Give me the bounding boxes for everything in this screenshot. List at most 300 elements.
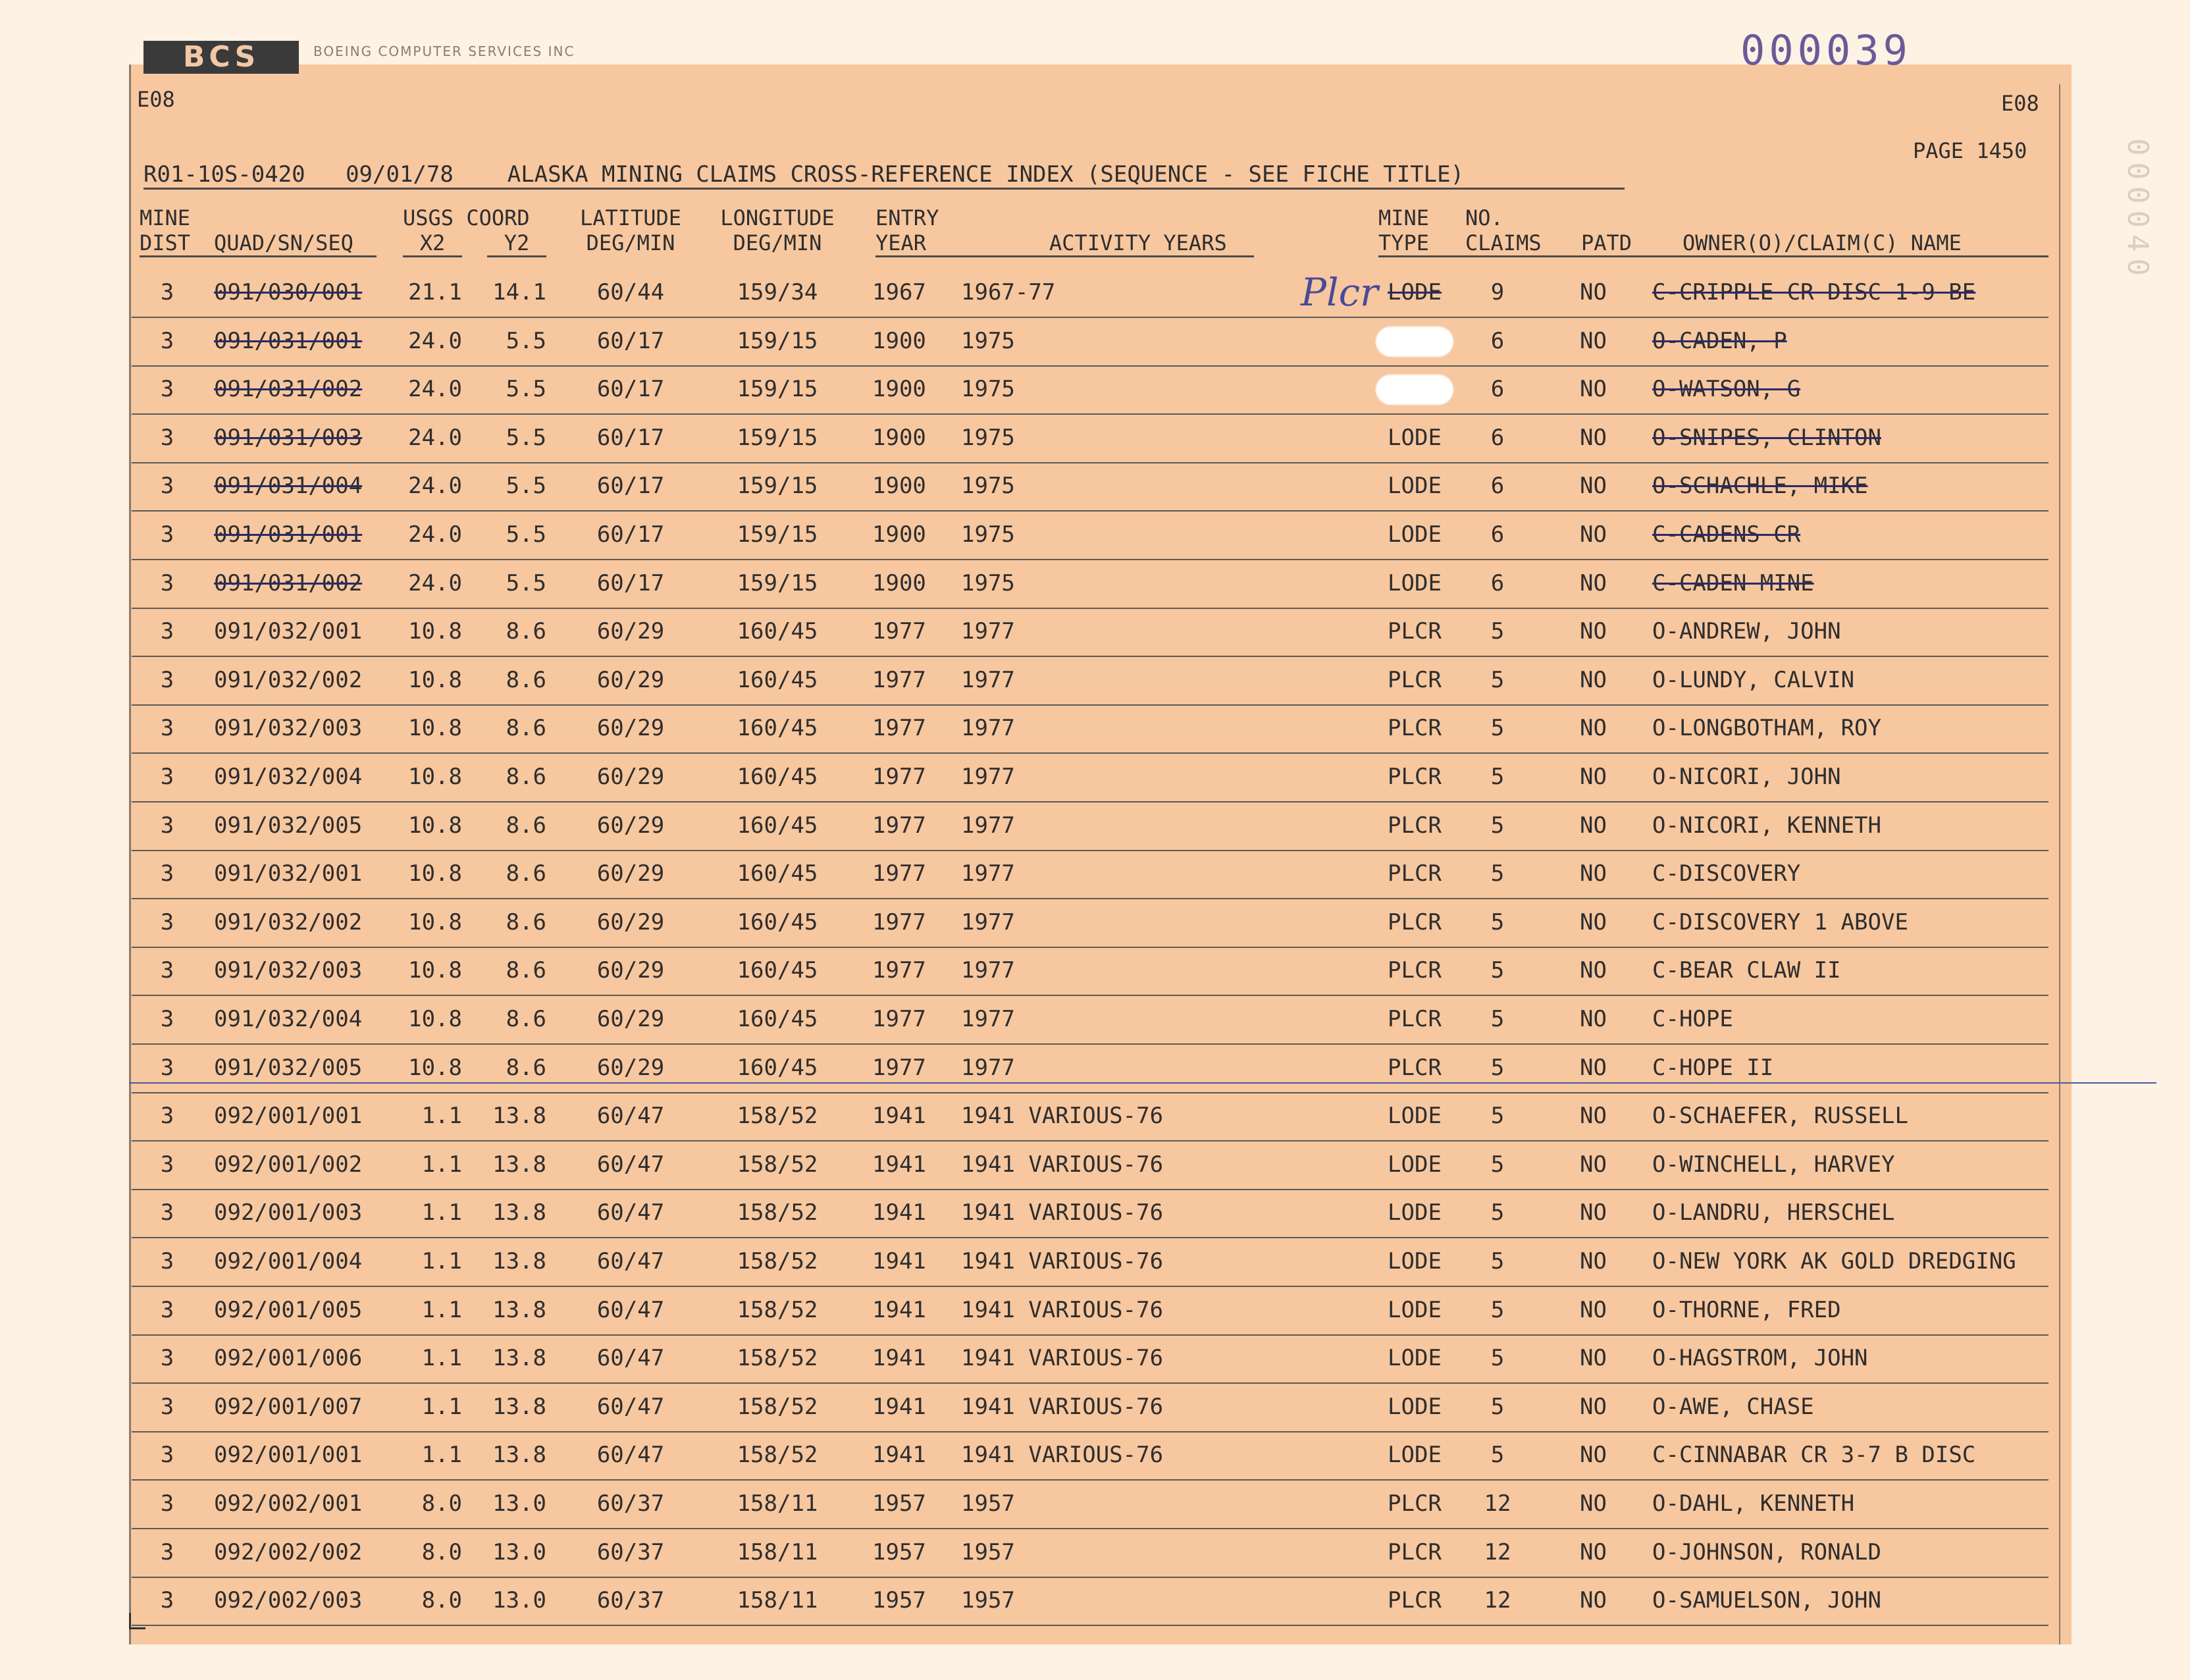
cell-dist: 3 <box>160 424 174 451</box>
cell-y: 13.0 <box>492 1490 546 1517</box>
cell-y: 13.8 <box>492 1151 546 1178</box>
cell-claims: 6 <box>1490 569 1505 596</box>
table-row <box>132 947 2048 996</box>
cell-lat: 60/29 <box>596 812 665 839</box>
cell-dist: 3 <box>160 1345 174 1372</box>
cell-entry: 1900 <box>872 569 926 596</box>
col-no-claims: NO. CLAIMS <box>1465 205 1542 255</box>
cell-act: 1975 <box>961 376 1015 403</box>
cell-lat: 60/29 <box>596 908 665 935</box>
cell-type: LODE <box>1388 424 1442 451</box>
cell-lon: 159/15 <box>737 424 818 451</box>
cell-claims: 5 <box>1490 908 1505 935</box>
table-row <box>132 1577 2048 1626</box>
cell-claims: 5 <box>1490 1393 1505 1420</box>
cell-x: 1.1 <box>421 1248 462 1274</box>
table-row <box>132 608 2048 657</box>
cell-y: 8.6 <box>506 908 546 935</box>
corner-mark <box>129 1613 145 1629</box>
cell-entry: 1977 <box>872 1006 926 1032</box>
cell-x: 10.8 <box>408 1054 462 1081</box>
cell-lat: 60/47 <box>596 1103 665 1130</box>
cell-x: 1.1 <box>421 1442 462 1469</box>
cell-type: PLCR <box>1388 715 1442 742</box>
correction-blot <box>1376 327 1453 357</box>
cell-dist: 3 <box>160 1248 174 1274</box>
cell-patd: NO <box>1580 715 1607 742</box>
cell-type: PLCR <box>1388 860 1442 887</box>
cell-owner: O-LONGBOTHAM, ROY <box>1652 715 1881 742</box>
cell-y: 8.6 <box>506 957 546 984</box>
cell-type: PLCR <box>1388 764 1442 790</box>
cell-type: PLCR <box>1388 908 1442 935</box>
cell-x: 10.8 <box>408 666 462 693</box>
cell-x: 24.0 <box>408 376 462 403</box>
cell-act: 1975 <box>961 327 1015 354</box>
cell-lon: 160/45 <box>737 764 818 790</box>
cell-patd: NO <box>1580 1296 1607 1323</box>
cell-type: PLCR <box>1388 957 1442 984</box>
cell-claims: 6 <box>1490 327 1505 354</box>
cell-x: 10.8 <box>408 812 462 839</box>
cell-act: 1941 VARIOUS-76 <box>961 1151 1164 1178</box>
cell-act: 1975 <box>961 424 1015 451</box>
cell-claims: 12 <box>1484 1490 1511 1517</box>
cell-entry: 1941 <box>872 1151 926 1178</box>
cell-x: 1.1 <box>421 1199 462 1226</box>
cell-entry: 1900 <box>872 327 926 354</box>
cell-x: 10.8 <box>408 860 462 887</box>
cell-owner: O-JOHNSON, RONALD <box>1652 1538 1881 1565</box>
cell-owner: O-CADEN, P <box>1652 327 1787 354</box>
cell-type: PLCR <box>1388 666 1442 693</box>
cell-quad: 092/001/001 <box>214 1103 363 1130</box>
cell-lat: 60/29 <box>596 618 665 645</box>
cell-lon: 160/45 <box>737 957 818 984</box>
cell-claims: 6 <box>1490 424 1505 451</box>
cell-lon: 159/15 <box>737 473 818 500</box>
cell-x: 10.8 <box>408 957 462 984</box>
cell-patd: NO <box>1580 1538 1607 1565</box>
cell-patd: NO <box>1580 1587 1607 1614</box>
cell-lon: 159/15 <box>737 521 818 548</box>
cell-act: 1941 VARIOUS-76 <box>961 1442 1164 1469</box>
cell-y: 13.8 <box>492 1103 546 1130</box>
cell-entry: 1900 <box>872 424 926 451</box>
table-row <box>132 1286 2048 1336</box>
cell-patd: NO <box>1580 957 1607 984</box>
cell-lat: 60/47 <box>596 1442 665 1469</box>
page-stamp: 000039 <box>1740 26 1912 74</box>
cell-patd: NO <box>1580 764 1607 790</box>
cell-act: 1975 <box>961 473 1015 500</box>
cell-entry: 1957 <box>872 1587 926 1614</box>
cell-owner: C-CADENS CR <box>1652 521 1801 548</box>
cell-patd: NO <box>1580 327 1607 354</box>
cell-quad: 091/031/003 <box>214 424 363 451</box>
table-row <box>132 704 2048 754</box>
col-owner-claim: OWNER(O)/CLAIM(C) NAME <box>1682 230 1962 255</box>
report-date: 09/01/78 <box>346 161 454 188</box>
table-row <box>132 365 2048 415</box>
cell-entry: 1941 <box>872 1248 926 1274</box>
cell-lat: 60/37 <box>596 1490 665 1517</box>
cell-owner: O-WINCHELL, HARVEY <box>1652 1151 1895 1178</box>
cell-dist: 3 <box>160 569 174 596</box>
cell-entry: 1941 <box>872 1345 926 1372</box>
cell-quad: 092/001/004 <box>214 1248 363 1274</box>
cell-entry: 1977 <box>872 715 926 742</box>
cell-lat: 60/47 <box>596 1296 665 1323</box>
cell-quad: 092/001/003 <box>214 1199 363 1226</box>
cell-x: 8.0 <box>421 1538 462 1565</box>
cell-claims: 5 <box>1490 1199 1505 1226</box>
cell-y: 13.8 <box>492 1442 546 1469</box>
cell-y: 5.5 <box>506 473 546 500</box>
col-activity-years: ACTIVITY YEARS <box>1049 230 1227 255</box>
cell-claims: 5 <box>1490 1054 1505 1081</box>
cell-quad: 092/001/002 <box>214 1151 363 1178</box>
cell-type: LODE <box>1388 1442 1442 1469</box>
col-quad: QUAD/SN/SEQ <box>214 230 353 255</box>
cell-owner: O-NICORI, JOHN <box>1652 764 1841 790</box>
cell-type: LODE <box>1388 279 1442 305</box>
cell-lat: 60/29 <box>596 764 665 790</box>
cell-entry: 1900 <box>872 473 926 500</box>
cell-act: 1977 <box>961 618 1015 645</box>
cell-lat: 60/47 <box>596 1151 665 1178</box>
cell-lat: 60/29 <box>596 1006 665 1032</box>
cell-lon: 160/45 <box>737 908 818 935</box>
cell-claims: 12 <box>1484 1538 1511 1565</box>
table-row <box>132 317 2048 367</box>
cell-x: 24.0 <box>408 327 462 354</box>
cell-act: 1977 <box>961 957 1015 984</box>
cell-quad: 091/032/004 <box>214 1006 363 1032</box>
cell-quad: 091/032/002 <box>214 666 363 693</box>
cell-type: PLCR <box>1388 1490 1442 1517</box>
cell-entry: 1957 <box>872 1490 926 1517</box>
cell-quad: 091/032/001 <box>214 618 363 645</box>
cell-lat: 60/47 <box>596 1248 665 1274</box>
cell-patd: NO <box>1580 618 1607 645</box>
cell-owner: O-AWE, CHASE <box>1652 1393 1814 1420</box>
cell-dist: 3 <box>160 1587 174 1614</box>
cell-x: 1.1 <box>421 1393 462 1420</box>
cell-entry: 1977 <box>872 860 926 887</box>
cell-claims: 5 <box>1490 666 1505 693</box>
cell-lat: 60/37 <box>596 1587 665 1614</box>
cell-owner: O-LANDRU, HERSCHEL <box>1652 1199 1895 1226</box>
cell-act: 1977 <box>961 908 1015 935</box>
cell-lat: 60/17 <box>596 424 665 451</box>
cell-claims: 9 <box>1490 279 1505 305</box>
cell-quad: 092/001/005 <box>214 1296 363 1323</box>
correction-blot <box>1376 375 1453 405</box>
cell-lon: 160/45 <box>737 715 818 742</box>
cell-claims: 6 <box>1490 473 1505 500</box>
cell-entry: 1967 <box>872 279 926 305</box>
cell-dist: 3 <box>160 957 174 984</box>
cell-quad: 092/002/002 <box>214 1538 363 1565</box>
page-number: PAGE 1450 <box>1913 138 2027 163</box>
cell-claims: 5 <box>1490 618 1505 645</box>
cell-x: 1.1 <box>421 1345 462 1372</box>
cell-act: 1975 <box>961 569 1015 596</box>
cell-quad: 091/031/001 <box>214 521 363 548</box>
col-mine-dist: MINE DIST <box>140 205 191 255</box>
cell-entry: 1977 <box>872 1054 926 1081</box>
cell-act: 1957 <box>961 1490 1015 1517</box>
cell-claims: 5 <box>1490 860 1505 887</box>
cell-type: PLCR <box>1388 1587 1442 1614</box>
cell-type: PLCR <box>1388 618 1442 645</box>
cell-y: 14.1 <box>492 279 546 305</box>
table-row <box>132 656 2048 706</box>
col-usgs-coord: USGS COORD <box>403 205 530 230</box>
cell-type: PLCR <box>1388 1054 1442 1081</box>
table-row <box>132 1238 2048 1287</box>
cell-lat: 60/17 <box>596 327 665 354</box>
cell-owner: O-SNIPES, CLINTON <box>1652 424 1881 451</box>
cell-owner: O-LUNDY, CALVIN <box>1652 666 1855 693</box>
cell-act: 1941 VARIOUS-76 <box>961 1248 1164 1274</box>
cell-lon: 158/11 <box>737 1490 818 1517</box>
cell-lat: 60/29 <box>596 957 665 984</box>
cell-lon: 159/15 <box>737 569 818 596</box>
code-left: E08 <box>137 87 175 112</box>
cell-quad: 091/030/001 <box>214 279 363 305</box>
cell-claims: 5 <box>1490 1248 1505 1274</box>
cell-patd: NO <box>1580 473 1607 500</box>
cell-lat: 60/17 <box>596 473 665 500</box>
cell-y: 13.8 <box>492 1199 546 1226</box>
cell-act: 1977 <box>961 812 1015 839</box>
cell-act: 1975 <box>961 521 1015 548</box>
cell-lon: 158/52 <box>737 1393 818 1420</box>
cell-type: LODE <box>1388 521 1442 548</box>
cell-dist: 3 <box>160 666 174 693</box>
cell-act: 1977 <box>961 860 1015 887</box>
cell-patd: NO <box>1580 860 1607 887</box>
cell-owner: C-HOPE II <box>1652 1054 1774 1081</box>
cell-x: 10.8 <box>408 764 462 790</box>
cell-lon: 158/52 <box>737 1103 818 1130</box>
cell-quad: 092/001/001 <box>214 1442 363 1469</box>
cell-dist: 3 <box>160 1442 174 1469</box>
cell-owner: O-DAHL, KENNETH <box>1652 1490 1855 1517</box>
cell-patd: NO <box>1580 1151 1607 1178</box>
cell-y: 13.8 <box>492 1393 546 1420</box>
cell-dist: 3 <box>160 1393 174 1420</box>
handwritten-note: Plcr <box>1301 270 1378 315</box>
cell-dist: 3 <box>160 1006 174 1032</box>
cell-lat: 60/37 <box>596 1538 665 1565</box>
cell-entry: 1941 <box>872 1103 926 1130</box>
cell-x: 1.1 <box>421 1296 462 1323</box>
cell-quad: 091/031/002 <box>214 376 363 403</box>
cell-lat: 60/17 <box>596 521 665 548</box>
cell-act: 1977 <box>961 1006 1015 1032</box>
table-row <box>132 1480 2048 1529</box>
cell-owner: C-CADEN MINE <box>1652 569 1814 596</box>
cell-claims: 5 <box>1490 764 1505 790</box>
cell-lon: 159/34 <box>737 279 818 305</box>
table-row <box>132 995 2048 1045</box>
cell-type: LODE <box>1388 1151 1442 1178</box>
cell-y: 5.5 <box>506 376 546 403</box>
cell-act: 1957 <box>961 1587 1015 1614</box>
cell-act: 1977 <box>961 666 1015 693</box>
cell-patd: NO <box>1580 908 1607 935</box>
cell-quad: 091/031/001 <box>214 327 363 354</box>
cell-lon: 158/11 <box>737 1587 818 1614</box>
cell-entry: 1977 <box>872 618 926 645</box>
cell-type: LODE <box>1388 1345 1442 1372</box>
cell-quad: 091/032/001 <box>214 860 363 887</box>
cell-act: 1977 <box>961 764 1015 790</box>
table-row <box>132 899 2048 948</box>
cell-patd: NO <box>1580 1054 1607 1081</box>
cell-patd: NO <box>1580 1442 1607 1469</box>
cell-owner: C-DISCOVERY 1 ABOVE <box>1652 908 1908 935</box>
long-ruled-line <box>129 1082 2156 1084</box>
table-row <box>132 511 2048 560</box>
cell-lon: 160/45 <box>737 618 818 645</box>
cell-quad: 091/032/002 <box>214 908 363 935</box>
cell-lon: 158/52 <box>737 1296 818 1323</box>
cell-dist: 3 <box>160 1054 174 1081</box>
cell-owner: O-SAMUELSON, JOHN <box>1652 1587 1881 1614</box>
col-y2: Y2 <box>487 230 546 257</box>
cell-owner: O-ANDREW, JOHN <box>1652 618 1841 645</box>
cell-patd: NO <box>1580 1199 1607 1226</box>
cell-lat: 60/29 <box>596 1054 665 1081</box>
col-x2: X2 <box>403 230 462 257</box>
cell-entry: 1977 <box>872 764 926 790</box>
cell-patd: NO <box>1580 376 1607 403</box>
cell-patd: NO <box>1580 1006 1607 1032</box>
cell-claims: 5 <box>1490 1345 1505 1372</box>
cell-lon: 158/52 <box>737 1442 818 1469</box>
table-row <box>132 1529 2048 1578</box>
cell-lon: 160/45 <box>737 1006 818 1032</box>
cell-type: LODE <box>1388 1199 1442 1226</box>
cell-quad: 091/032/003 <box>214 715 363 742</box>
cell-y: 8.6 <box>506 860 546 887</box>
cell-owner: O-SCHACHLE, MIKE <box>1652 473 1868 500</box>
col-longitude: LONGITUDE DEG/MIN <box>720 205 835 255</box>
cell-claims: 5 <box>1490 1151 1505 1178</box>
cell-type: LODE <box>1388 1296 1442 1323</box>
cell-lon: 160/45 <box>737 860 818 887</box>
cell-dist: 3 <box>160 908 174 935</box>
col-entry-year: ENTRY YEAR <box>875 205 939 255</box>
cell-dist: 3 <box>160 618 174 645</box>
cell-dist: 3 <box>160 1296 174 1323</box>
report-title: ALASKA MINING CLAIMS CROSS-REFERENCE INDEX (SEQUENCE - SEE FICHE TITLE) <box>507 161 1465 188</box>
cell-claims: 5 <box>1490 1103 1505 1130</box>
cell-quad: 091/032/005 <box>214 1054 363 1081</box>
bcs-logo: BCS <box>143 41 299 74</box>
cell-owner: C-BEAR CLAW II <box>1652 957 1841 984</box>
cell-type: PLCR <box>1388 1006 1442 1032</box>
cell-owner: O-THORNE, FRED <box>1652 1296 1841 1323</box>
cell-entry: 1941 <box>872 1296 926 1323</box>
cell-patd: NO <box>1580 1345 1607 1372</box>
cell-patd: NO <box>1580 1393 1607 1420</box>
col-latitude: LATITUDE DEG/MIN <box>579 205 682 255</box>
cell-owner: C-DISCOVERY <box>1652 860 1801 887</box>
cell-type: PLCR <box>1388 812 1442 839</box>
cell-owner: O-WATSON, G <box>1652 376 1801 403</box>
cell-dist: 3 <box>160 764 174 790</box>
cell-entry: 1941 <box>872 1442 926 1469</box>
report-id: R01-10S-0420 <box>143 161 305 188</box>
cell-claims: 5 <box>1490 812 1505 839</box>
logo-subtitle: BOEING COMPUTER SERVICES INC <box>313 43 575 59</box>
cell-y: 5.5 <box>506 569 546 596</box>
cell-act: 1941 VARIOUS-76 <box>961 1296 1164 1323</box>
cell-owner: O-SCHAEFER, RUSSELL <box>1652 1103 1908 1130</box>
cell-lat: 60/44 <box>596 279 665 305</box>
cell-entry: 1900 <box>872 521 926 548</box>
cell-x: 8.0 <box>421 1587 462 1614</box>
cell-dist: 3 <box>160 473 174 500</box>
cell-lat: 60/29 <box>596 715 665 742</box>
cell-x: 24.0 <box>408 424 462 451</box>
cell-y: 13.8 <box>492 1248 546 1274</box>
cell-lon: 159/15 <box>737 376 818 403</box>
cell-quad: 091/032/004 <box>214 764 363 790</box>
cell-lat: 60/29 <box>596 860 665 887</box>
cell-patd: NO <box>1580 1103 1607 1130</box>
cell-lon: 158/52 <box>737 1345 818 1372</box>
table-row <box>132 1431 2048 1481</box>
cell-y: 8.6 <box>506 715 546 742</box>
cell-dist: 3 <box>160 1199 174 1226</box>
table-row <box>132 850 2048 899</box>
cell-lon: 160/45 <box>737 666 818 693</box>
table-row <box>132 753 2048 802</box>
cell-dist: 3 <box>160 521 174 548</box>
cell-y: 5.5 <box>506 424 546 451</box>
cell-patd: NO <box>1580 666 1607 693</box>
cell-patd: NO <box>1580 279 1607 305</box>
cell-act: 1977 <box>961 1054 1015 1081</box>
cell-x: 24.0 <box>408 521 462 548</box>
cell-claims: 6 <box>1490 376 1505 403</box>
cell-owner: O-NEW YORK AK GOLD DREDGING <box>1652 1248 2016 1274</box>
col-mine-type: MINE TYPE <box>1378 205 1430 255</box>
cell-claims: 5 <box>1490 1442 1505 1469</box>
cell-y: 8.6 <box>506 812 546 839</box>
cell-patd: NO <box>1580 424 1607 451</box>
cell-x: 24.0 <box>408 473 462 500</box>
cell-claims: 12 <box>1484 1587 1511 1614</box>
cell-x: 21.1 <box>408 279 462 305</box>
cell-dist: 3 <box>160 279 174 305</box>
cell-lat: 60/17 <box>596 376 665 403</box>
cell-y: 13.8 <box>492 1296 546 1323</box>
cell-dist: 3 <box>160 327 174 354</box>
cell-dist: 3 <box>160 1151 174 1178</box>
cell-quad: 092/002/003 <box>214 1587 363 1614</box>
table-row <box>132 1189 2048 1238</box>
cell-dist: 3 <box>160 812 174 839</box>
cell-lon: 158/52 <box>737 1248 818 1274</box>
table-row <box>132 1044 2048 1093</box>
